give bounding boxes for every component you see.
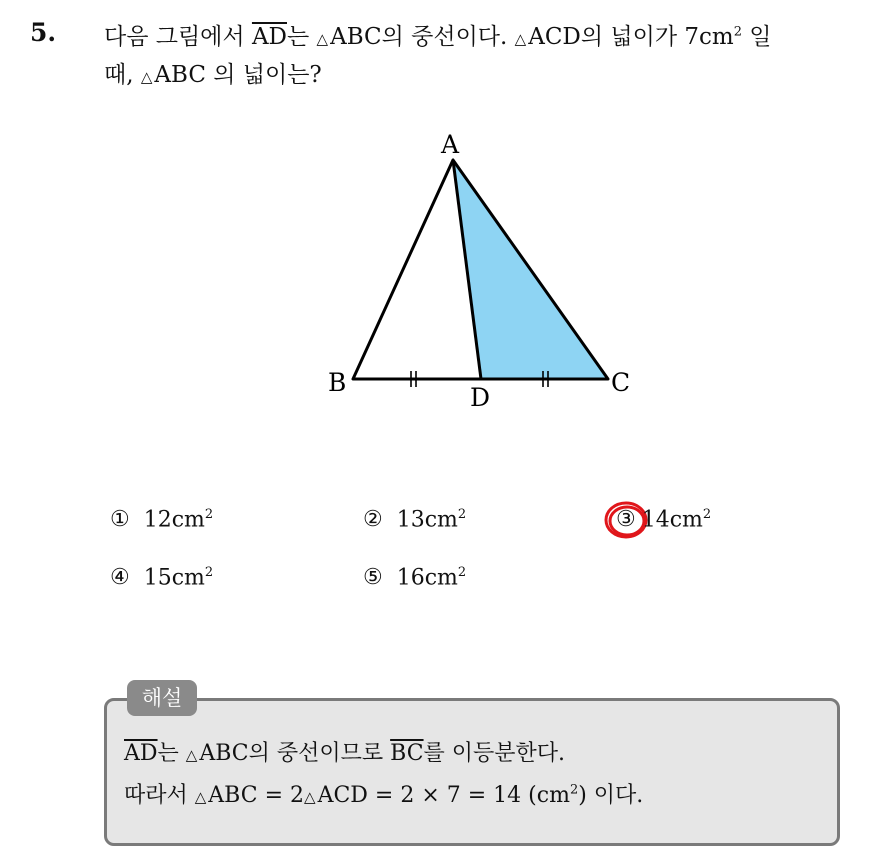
solution-text: 따라서 <box>124 783 195 808</box>
solution-text: 를 이등분한다. <box>423 741 566 766</box>
solution-tag: 해설 <box>127 680 197 716</box>
question-text: 일 <box>741 24 772 50</box>
option-4[interactable] <box>110 565 213 590</box>
solution-text: ) 이다. <box>578 783 644 808</box>
option-2[interactable] <box>363 507 466 532</box>
option-number: ⑤ <box>363 565 383 591</box>
option-number: ② <box>363 507 383 533</box>
superscript: 2 <box>457 507 467 522</box>
solution-text: 는 <box>157 741 186 766</box>
triangle-abc: ABC <box>154 62 206 88</box>
option-value: 15cm <box>143 565 205 591</box>
superscript: 2 <box>457 565 467 580</box>
solution-line-1 <box>124 736 565 767</box>
triangle-acd: ACD <box>528 24 581 50</box>
question-number: 5. <box>30 18 57 47</box>
vertex-label-b: B <box>328 368 347 397</box>
solution-equation: ACD = 2 × 7 = 14 (cm <box>317 783 570 808</box>
triangle-symbol: △ <box>185 746 198 764</box>
vertex-label-c: C <box>611 368 631 397</box>
triangle-symbol: △ <box>140 68 153 86</box>
solution-box <box>104 698 840 846</box>
segment-ad: $\overline{AD}$ <box>124 741 158 766</box>
option-value: 13cm <box>396 507 458 533</box>
superscript: 2 <box>702 507 712 522</box>
segment-ad: $\overline{AD}$ <box>251 24 287 50</box>
triangle-symbol: △ <box>316 30 329 48</box>
solution-equation: ABC = 2 <box>208 783 305 808</box>
solution-text: 의 중선이므로 <box>248 741 391 766</box>
triangle-abc: ABC <box>199 741 249 766</box>
vertex-label-d: D <box>470 383 491 412</box>
option-number: ④ <box>110 565 130 591</box>
question-text: 의 중선이다. <box>381 24 515 50</box>
option-5[interactable] <box>363 565 466 590</box>
triangle-symbol: △ <box>304 788 316 806</box>
triangle-symbol: △ <box>514 30 527 48</box>
option-number: ① <box>110 507 130 533</box>
question-text: 의 넓이가 7cm <box>580 24 734 50</box>
question-text: 다음 그림에서 <box>104 24 252 50</box>
triangle-symbol: △ <box>194 788 207 806</box>
triangle-abc: ABC <box>330 24 382 50</box>
vertex-label-a: A <box>441 130 460 159</box>
question-text: 때, <box>104 62 141 88</box>
option-value: 16cm <box>396 565 458 591</box>
superscript: 2 <box>204 565 214 580</box>
option-1[interactable] <box>110 507 213 532</box>
solution-line-2 <box>124 778 643 809</box>
option-3[interactable] <box>616 507 711 532</box>
superscript: 2 <box>569 782 579 798</box>
option-value: 12cm <box>143 507 205 533</box>
superscript: 2 <box>733 24 742 40</box>
option-number: ③ <box>616 507 636 533</box>
segment-bc: $\overline{BC}$ <box>390 741 424 766</box>
option-value: 14cm <box>641 507 703 533</box>
superscript: 2 <box>204 507 214 522</box>
question-text: 는 <box>287 24 317 50</box>
question-text: 의 넓이는? <box>205 62 322 88</box>
